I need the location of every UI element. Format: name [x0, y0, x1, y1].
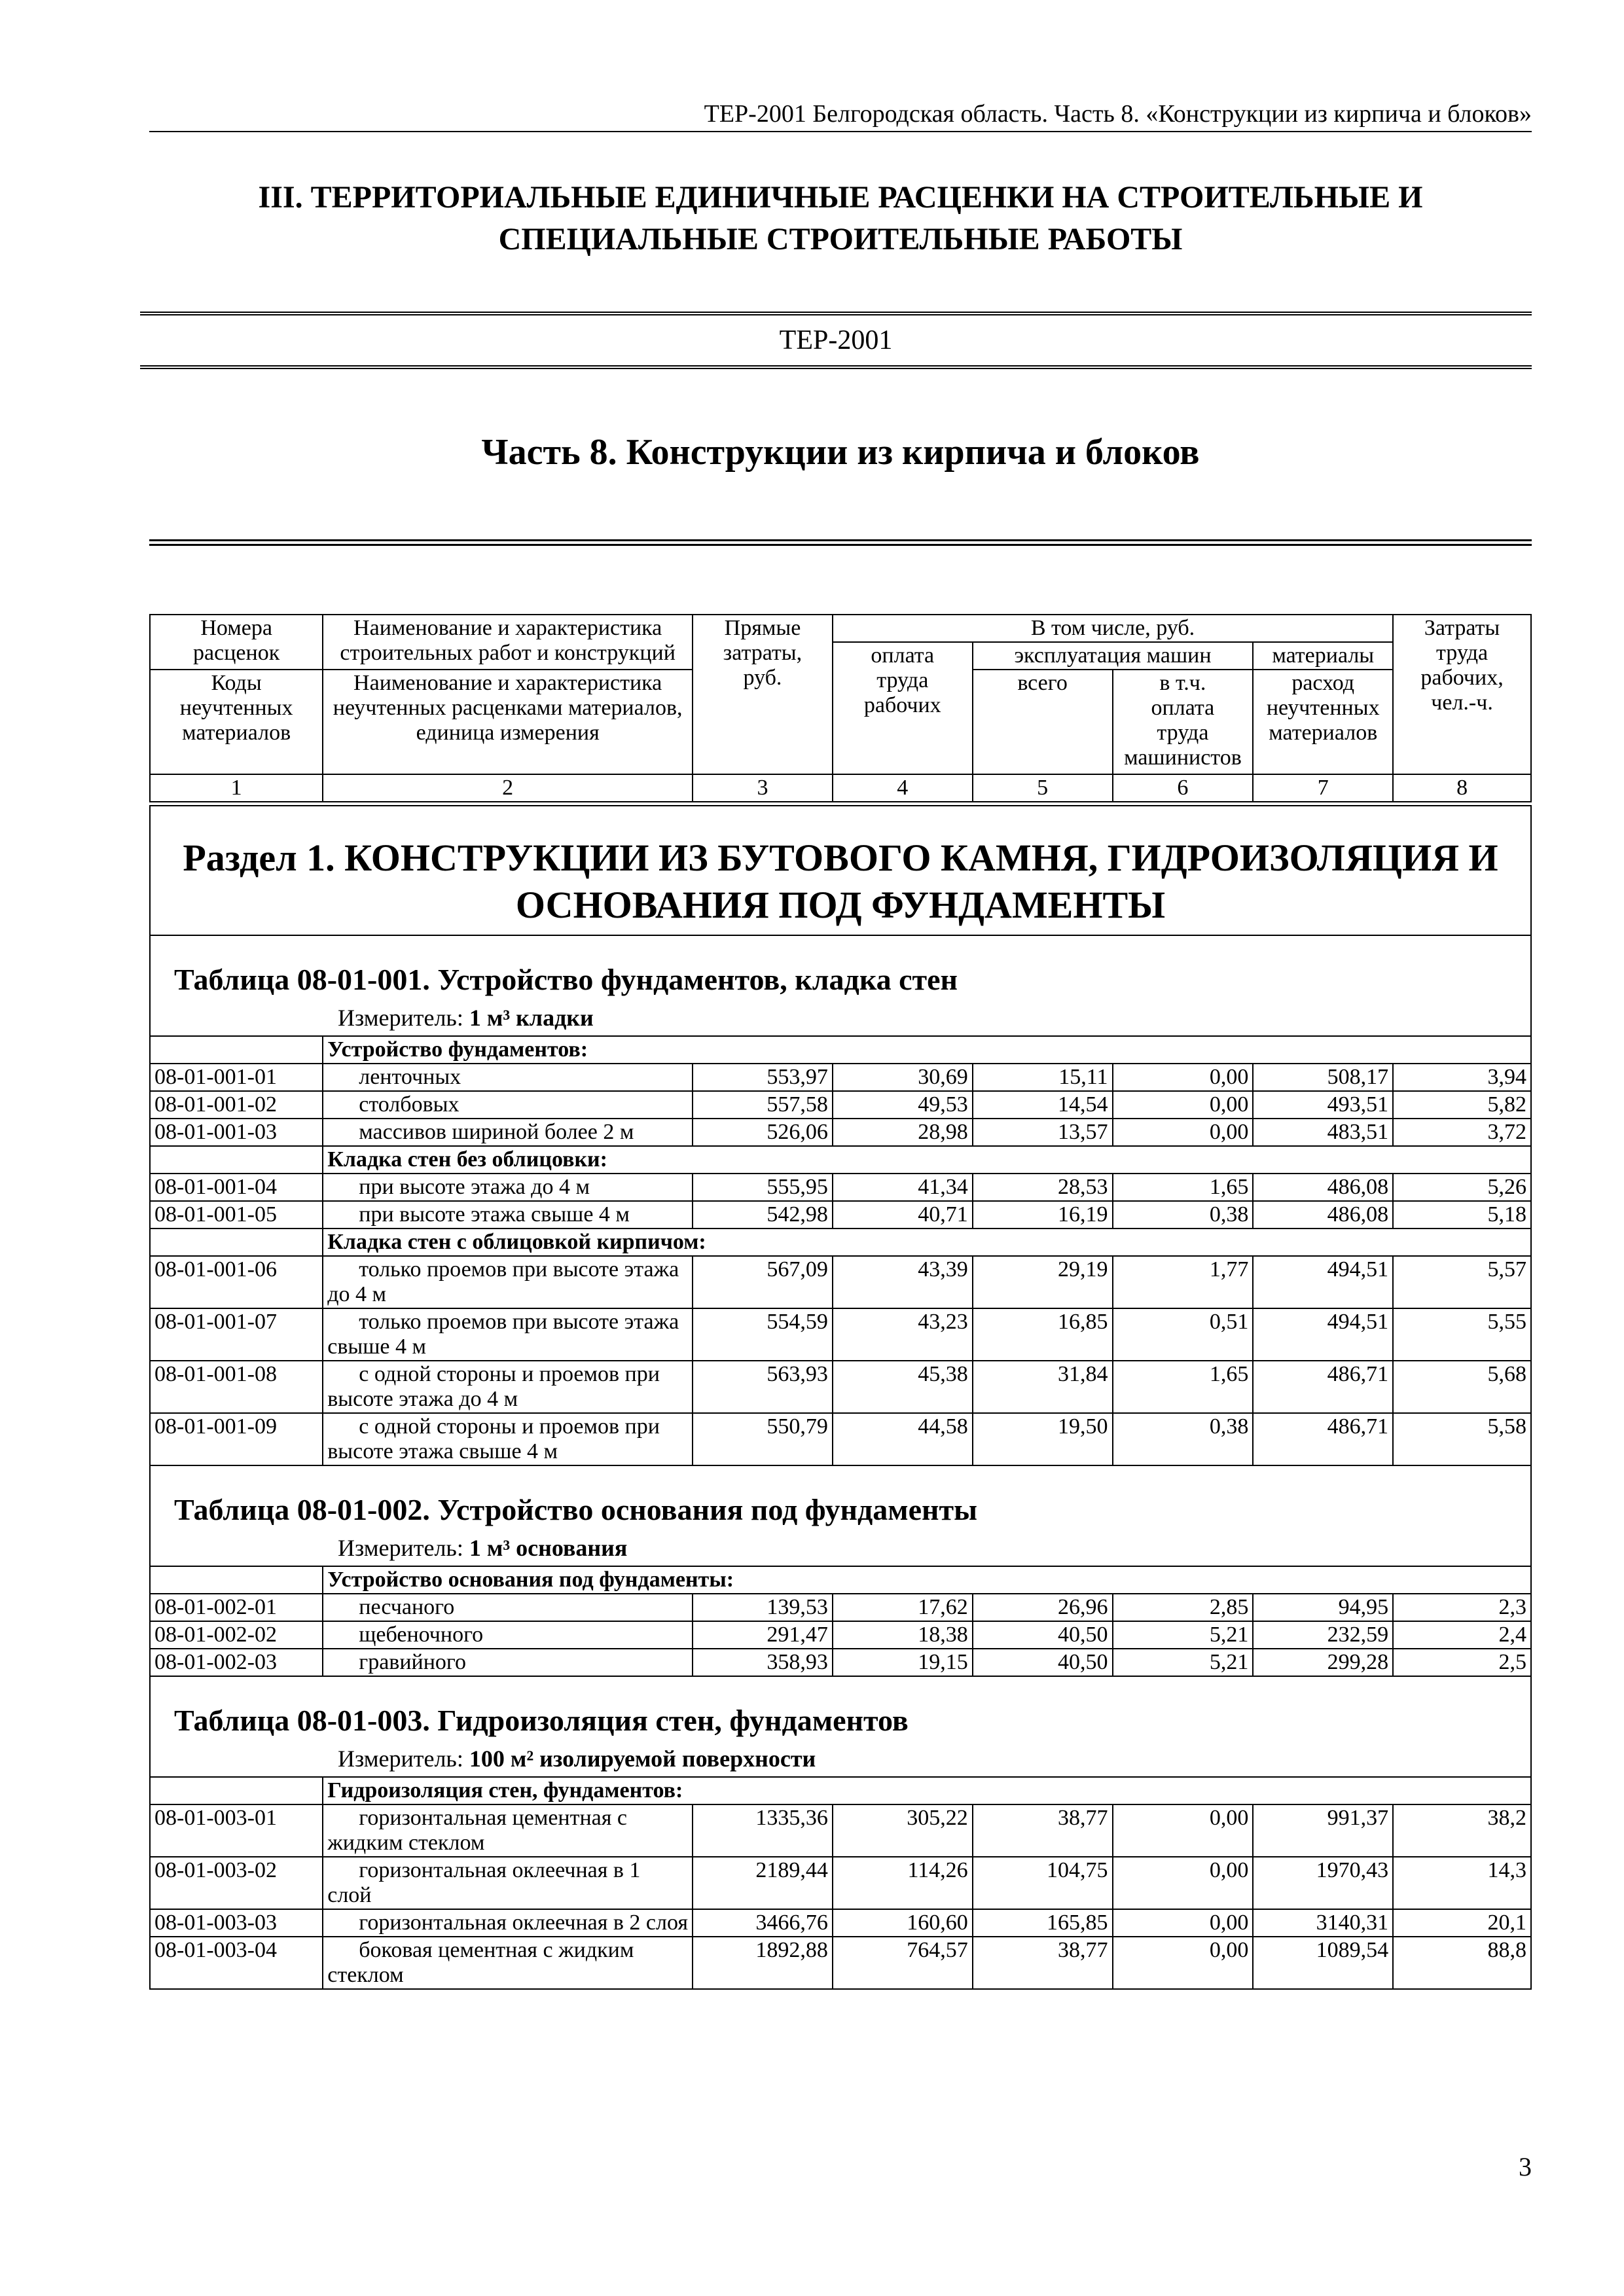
column-number: 1 — [150, 774, 323, 802]
rate-hours: 2,5 — [1393, 1649, 1531, 1676]
rate-name: горизонтальная цементная с жидким стеклом — [323, 1804, 693, 1857]
rate-materials: 94,95 — [1253, 1594, 1393, 1621]
rate-name: гравийного — [323, 1649, 693, 1676]
group-row — [150, 1777, 1531, 1804]
group-row — [150, 1036, 1531, 1064]
rate-direct: 3466,76 — [693, 1909, 833, 1937]
column-number: 3 — [693, 774, 833, 802]
rate-machines: 19,50 — [973, 1413, 1113, 1465]
rate-labor: 49,53 — [833, 1091, 973, 1119]
rate-machines: 31,84 — [973, 1361, 1113, 1413]
col2-header-top: Наименование и характеристика строительных работ и конструкций — [323, 615, 693, 670]
table-row — [150, 1174, 1531, 1201]
section-title-line1: III. ТЕРРИТОРИАЛЬНЫЕ ЕДИНИЧНЫЕ РАСЦЕНКИ НА СТРОИТЕЛЬНЫЕ И — [258, 180, 1423, 215]
table-unit-row — [150, 1744, 1531, 1777]
rate-hours: 5,58 — [1393, 1413, 1531, 1465]
column-number: 2 — [323, 774, 693, 802]
table-row — [150, 1256, 1531, 1308]
rate-machines: 28,53 — [973, 1174, 1113, 1201]
rate-machinists: 0,00 — [1113, 1091, 1254, 1119]
rate-machines: 26,96 — [973, 1594, 1113, 1621]
rate-code: 08-01-001-01 — [150, 1064, 323, 1091]
page-number-box — [1466, 2147, 1532, 2186]
rate-hours: 2,3 — [1393, 1594, 1531, 1621]
rate-materials: 486,08 — [1253, 1201, 1393, 1229]
table-row — [150, 1857, 1531, 1909]
rate-code: 08-01-001-07 — [150, 1308, 323, 1361]
table-row — [150, 1937, 1531, 1989]
rate-machines: 29,19 — [973, 1256, 1113, 1308]
razdel-title: Раздел 1. КОНСТРУКЦИИ ИЗ БУТОВОГО КАМНЯ, ГИДРОИЗОЛЯЦИЯ И ОСНОВАНИЯ ПОД ФУНДАМЕНТЫ — [183, 836, 1498, 926]
col2-header-bottom: Наименование и характеристика неучтенных расценками материалов, единица измерения — [323, 670, 693, 774]
rate-hours: 5,55 — [1393, 1308, 1531, 1361]
rate-materials: 494,51 — [1253, 1256, 1393, 1308]
rate-direct: 1892,88 — [693, 1937, 833, 1989]
table-unit-cell — [150, 1003, 1531, 1036]
table-row — [150, 1091, 1531, 1119]
rate-direct: 553,97 — [693, 1064, 833, 1091]
running-header-rule — [149, 131, 1532, 132]
table-title-row — [150, 935, 1531, 1003]
rate-materials: 483,51 — [1253, 1119, 1393, 1146]
materials-unaccounted-header: расход неучтенных материалов — [1253, 670, 1393, 774]
rate-machines: 14,54 — [973, 1091, 1113, 1119]
group-code-cell — [150, 1229, 323, 1256]
table-row — [150, 1308, 1531, 1361]
col1-header-top: Номера расценок — [150, 615, 323, 670]
group-code-cell — [150, 1036, 323, 1064]
table-title-cell — [150, 1676, 1531, 1744]
rate-machinists: 1,77 — [1113, 1256, 1254, 1308]
rate-machinists: 0,38 — [1113, 1201, 1254, 1229]
rate-labor: 18,38 — [833, 1621, 973, 1649]
table-header — [150, 615, 1531, 802]
group-code-cell — [150, 1146, 323, 1174]
machinists-pay-header: в т.ч. оплата труда машинистов — [1113, 670, 1254, 774]
rate-materials: 494,51 — [1253, 1308, 1393, 1361]
rate-labor: 45,38 — [833, 1361, 973, 1413]
machines-total-header: всего — [973, 670, 1113, 774]
column-number: 6 — [1113, 774, 1254, 802]
rate-hours: 38,2 — [1393, 1804, 1531, 1857]
ter-band — [140, 312, 1532, 369]
rate-direct: 557,58 — [693, 1091, 833, 1119]
unit-label: Измеритель: — [338, 1005, 469, 1031]
materials-header: материалы — [1253, 642, 1393, 670]
razdel-row — [150, 806, 1531, 935]
rate-name: песчаного — [323, 1594, 693, 1621]
rate-direct: 542,98 — [693, 1201, 833, 1229]
section-title-line2: СПЕЦИАЛЬНЫЕ СТРОИТЕЛЬНЫЕ РАБОТЫ — [498, 222, 1183, 257]
rate-machines: 165,85 — [973, 1909, 1113, 1937]
rate-code: 08-01-002-03 — [150, 1649, 323, 1676]
group-label: Кладка стен без облицовки: — [323, 1146, 1531, 1174]
table-title: Таблица 08-01-002. Устройство основания под фундаменты — [174, 1493, 978, 1526]
including-header: В том числе, руб. — [833, 615, 1393, 642]
group-row — [150, 1229, 1531, 1256]
rate-name: столбовых — [323, 1091, 693, 1119]
unit-value: 1 м³ основания — [469, 1535, 628, 1561]
group-row — [150, 1146, 1531, 1174]
rate-machinists: 0,51 — [1113, 1308, 1254, 1361]
rate-code: 08-01-003-03 — [150, 1909, 323, 1937]
rate-hours: 2,4 — [1393, 1621, 1531, 1649]
rate-machines: 40,50 — [973, 1621, 1113, 1649]
rate-name: при высоте этажа до 4 м — [323, 1174, 693, 1201]
rate-code: 08-01-002-02 — [150, 1621, 323, 1649]
unit-label: Измеритель: — [338, 1746, 469, 1772]
rate-code: 08-01-003-01 — [150, 1804, 323, 1857]
rate-labor: 19,15 — [833, 1649, 973, 1676]
rate-hours: 5,26 — [1393, 1174, 1531, 1201]
rate-machinists: 0,00 — [1113, 1857, 1254, 1909]
part-rule — [149, 539, 1532, 546]
rate-name: боковая цементная с жидким стеклом — [323, 1937, 693, 1989]
col1-header-bottom: Коды неучтенных материалов — [150, 670, 323, 774]
rate-machines: 16,85 — [973, 1308, 1113, 1361]
rate-materials: 486,71 — [1253, 1413, 1393, 1465]
group-label: Гидроизоляция стен, фундаментов: — [323, 1777, 1531, 1804]
group-row — [150, 1566, 1531, 1594]
rate-name: массивов шириной более 2 м — [323, 1119, 693, 1146]
rate-machines: 38,77 — [973, 1804, 1113, 1857]
rate-machinists: 0,00 — [1113, 1119, 1254, 1146]
rate-labor: 40,71 — [833, 1201, 973, 1229]
table-title-cell — [150, 935, 1531, 1003]
rate-machinists: 2,85 — [1113, 1594, 1254, 1621]
rate-labor: 44,58 — [833, 1413, 973, 1465]
rate-materials: 232,59 — [1253, 1621, 1393, 1649]
machines-header: эксплуатация машин — [973, 642, 1254, 670]
column-number: 4 — [833, 774, 973, 802]
rate-direct: 139,53 — [693, 1594, 833, 1621]
group-label: Кладка стен с облицовкой кирпичом: — [323, 1229, 1531, 1256]
table-row — [150, 1594, 1531, 1621]
rate-machines: 104,75 — [973, 1857, 1113, 1909]
table-unit — [154, 1534, 1526, 1565]
table-row — [150, 1649, 1531, 1676]
rate-name: ленточных — [323, 1064, 693, 1091]
rate-code: 08-01-002-01 — [150, 1594, 323, 1621]
rate-machinists: 0,00 — [1113, 1937, 1254, 1989]
table-title: Таблица 08-01-003. Гидроизоляция стен, фундаментов — [174, 1704, 909, 1737]
rate-labor: 30,69 — [833, 1064, 973, 1091]
rate-machinists: 1,65 — [1113, 1174, 1254, 1201]
column-numbers-row — [150, 774, 1531, 802]
rate-labor: 43,39 — [833, 1256, 973, 1308]
section-title — [149, 177, 1532, 260]
rate-machines: 15,11 — [973, 1064, 1113, 1091]
rate-machinists: 5,21 — [1113, 1649, 1254, 1676]
rate-machinists: 1,65 — [1113, 1361, 1254, 1413]
table-title: Таблица 08-01-001. Устройство фундаментов, кладка стен — [174, 963, 958, 996]
rate-direct: 526,06 — [693, 1119, 833, 1146]
rate-direct: 2189,44 — [693, 1857, 833, 1909]
table-title-cell — [150, 1465, 1531, 1533]
rate-materials: 1970,43 — [1253, 1857, 1393, 1909]
rate-machinists: 0,38 — [1113, 1413, 1254, 1465]
group-code-cell — [150, 1777, 323, 1804]
unit-value: 100 м² изолируемой поверхности — [469, 1746, 816, 1772]
rate-name: с одной стороны и проемов при высоте этажа до 4 м — [323, 1361, 693, 1413]
rate-code: 08-01-001-06 — [150, 1256, 323, 1308]
rate-code: 08-01-003-04 — [150, 1937, 323, 1989]
rate-hours: 88,8 — [1393, 1937, 1531, 1989]
rate-code: 08-01-001-05 — [150, 1201, 323, 1229]
rate-materials: 493,51 — [1253, 1091, 1393, 1119]
column-number: 7 — [1253, 774, 1393, 802]
rate-hours: 14,3 — [1393, 1857, 1531, 1909]
direct-cost-header: Прямые затраты, руб. — [693, 615, 833, 774]
table-unit — [154, 1003, 1526, 1035]
rate-materials: 299,28 — [1253, 1649, 1393, 1676]
ter-label: ТЕР-2001 — [779, 325, 893, 355]
labor-hours-header: Затраты труда рабочих, чел.-ч. — [1393, 615, 1531, 774]
table-row — [150, 1361, 1531, 1413]
rate-name: только проемов при высоте этажа свыше 4 м — [323, 1308, 693, 1361]
table-row — [150, 1201, 1531, 1229]
rate-machines: 16,19 — [973, 1201, 1113, 1229]
rate-labor: 114,26 — [833, 1857, 973, 1909]
rate-machines: 38,77 — [973, 1937, 1113, 1989]
rate-hours: 5,18 — [1393, 1201, 1531, 1229]
rate-labor: 17,62 — [833, 1594, 973, 1621]
table-row — [150, 1909, 1531, 1937]
rate-code: 08-01-001-04 — [150, 1174, 323, 1201]
rate-direct: 567,09 — [693, 1256, 833, 1308]
rate-code: 08-01-001-08 — [150, 1361, 323, 1413]
unit-value: 1 м³ кладки — [469, 1005, 594, 1031]
part-title: Часть 8. Конструкции из кирпича и блоков — [481, 432, 1200, 473]
rate-materials: 508,17 — [1253, 1064, 1393, 1091]
rate-direct: 291,47 — [693, 1621, 833, 1649]
rate-code: 08-01-001-02 — [150, 1091, 323, 1119]
rate-machines: 13,57 — [973, 1119, 1113, 1146]
table-unit-row — [150, 1533, 1531, 1566]
group-label: Устройство основания под фундаменты: — [323, 1566, 1531, 1594]
rate-materials: 3140,31 — [1253, 1909, 1393, 1937]
rate-materials: 991,37 — [1253, 1804, 1393, 1857]
table-unit-row — [150, 1003, 1531, 1036]
table-title-row — [150, 1676, 1531, 1744]
rate-name: только проемов при высоте этажа до 4 м — [323, 1256, 693, 1308]
rate-labor: 28,98 — [833, 1119, 973, 1146]
rate-direct: 358,93 — [693, 1649, 833, 1676]
rate-labor: 43,23 — [833, 1308, 973, 1361]
rate-labor: 160,60 — [833, 1909, 973, 1937]
rate-labor: 764,57 — [833, 1937, 973, 1989]
rate-machinists: 0,00 — [1113, 1064, 1254, 1091]
running-header: ТЕР-2001 Белгородская область. Часть 8. «Конструкции из кирпича и блоков» — [704, 100, 1532, 128]
rate-labor: 305,22 — [833, 1804, 973, 1857]
rate-code: 08-01-001-09 — [150, 1413, 323, 1465]
rate-direct: 1335,36 — [693, 1804, 833, 1857]
labor-pay-header: оплата труда рабочих — [833, 642, 973, 774]
rates-table — [149, 614, 1532, 1990]
rate-hours: 5,57 — [1393, 1256, 1531, 1308]
rate-hours: 20,1 — [1393, 1909, 1531, 1937]
rate-machines: 40,50 — [973, 1649, 1113, 1676]
rate-name: горизонтальная оклеечная в 1 слой — [323, 1857, 693, 1909]
rate-name: щебеночного — [323, 1621, 693, 1649]
rate-materials: 1089,54 — [1253, 1937, 1393, 1989]
rate-name: с одной стороны и проемов при высоте этажа свыше 4 м — [323, 1413, 693, 1465]
rate-materials: 486,71 — [1253, 1361, 1393, 1413]
rate-hours: 3,94 — [1393, 1064, 1531, 1091]
rate-code: 08-01-003-02 — [150, 1857, 323, 1909]
column-number: 5 — [973, 774, 1113, 802]
rate-machinists: 0,00 — [1113, 1804, 1254, 1857]
rate-name: при высоте этажа свыше 4 м — [323, 1201, 693, 1229]
rate-direct: 550,79 — [693, 1413, 833, 1465]
table-row — [150, 1119, 1531, 1146]
rate-materials: 486,08 — [1253, 1174, 1393, 1201]
unit-label: Измеритель: — [338, 1535, 469, 1561]
rate-direct: 554,59 — [693, 1308, 833, 1361]
table-title-row — [150, 1465, 1531, 1533]
rate-direct: 555,95 — [693, 1174, 833, 1201]
rate-machinists: 5,21 — [1113, 1621, 1254, 1649]
table-unit-cell — [150, 1533, 1531, 1566]
table-body — [150, 802, 1531, 1989]
table-row — [150, 1064, 1531, 1091]
rate-code: 08-01-001-03 — [150, 1119, 323, 1146]
table-row — [150, 1621, 1531, 1649]
rate-direct: 563,93 — [693, 1361, 833, 1413]
table-unit — [154, 1744, 1526, 1776]
rate-hours: 5,68 — [1393, 1361, 1531, 1413]
group-code-cell — [150, 1566, 323, 1594]
rate-hours: 5,82 — [1393, 1091, 1531, 1119]
column-number: 8 — [1393, 774, 1531, 802]
table-unit-cell — [150, 1744, 1531, 1777]
razdel-cell — [150, 806, 1531, 935]
table-row — [150, 1413, 1531, 1465]
page-number: 3 — [1519, 2152, 1532, 2181]
table-row — [150, 1804, 1531, 1857]
rate-name: горизонтальная оклеечная в 2 слоя — [323, 1909, 693, 1937]
rate-labor: 41,34 — [833, 1174, 973, 1201]
rate-hours: 3,72 — [1393, 1119, 1531, 1146]
rate-machinists: 0,00 — [1113, 1909, 1254, 1937]
group-label: Устройство фундаментов: — [323, 1036, 1531, 1064]
